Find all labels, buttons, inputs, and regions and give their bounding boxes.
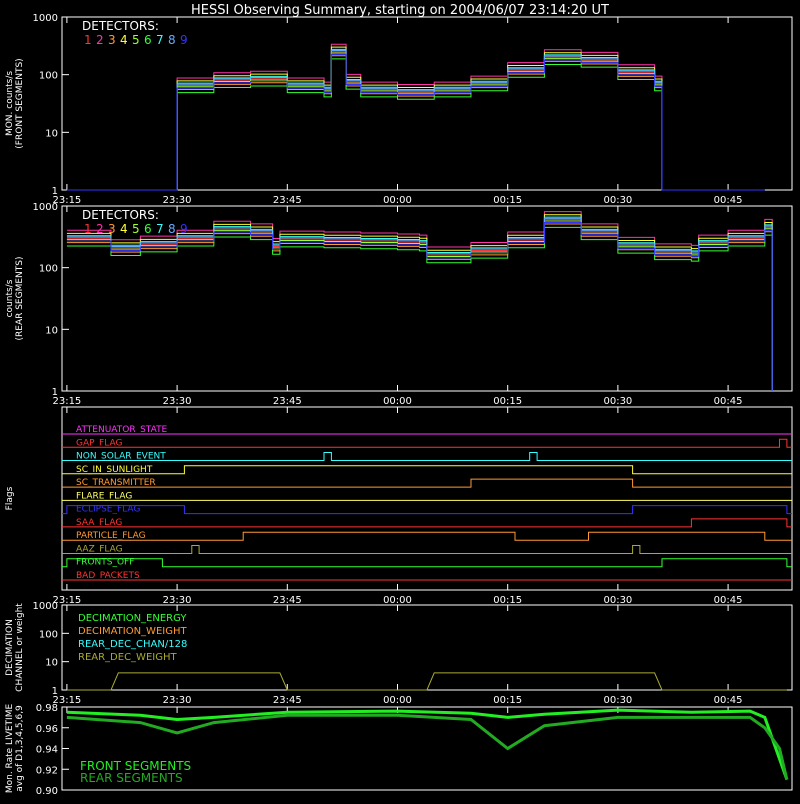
decimation-ytick-label-1: 10	[45, 657, 58, 669]
livetime-legend-item-0: FRONT SEGMENTS	[80, 759, 192, 773]
flags-xtick-label-5: 00:30	[603, 595, 633, 606]
flags-xtick-label-1: 23:30	[162, 595, 192, 606]
decimation-legend-item-2: REAR_DEC_CHAN/128	[78, 639, 188, 650]
livetime-ytick-label-3: 0.96	[35, 723, 58, 735]
decimation-ylabel2: CHANNEL or weight	[15, 603, 25, 692]
flag-label-0: ATTENUATOR_STATE	[76, 425, 168, 435]
rear-legend-item-2: 2	[96, 222, 104, 236]
decimation-xtick-label-4: 00:15	[493, 695, 523, 706]
decimation-ylabel: DECIMATION	[5, 619, 15, 676]
decimation-ytick-label-3: 1000	[32, 601, 58, 612]
flags-xtick-label-3: 00:00	[383, 595, 412, 606]
rear-xtick-label-4: 00:15	[493, 396, 523, 407]
decimation-legend-item-1: DECIMATION_WEIGHT	[78, 626, 187, 637]
front-xtick-label-2: 23:45	[272, 195, 302, 206]
livetime-ytick-label-0: 0.90	[35, 786, 58, 797]
front-xtick-label-4: 00:15	[493, 195, 523, 206]
decimation-ytick-label-2: 100	[38, 629, 58, 641]
flag-label-7: SAA_FLAG	[76, 517, 123, 528]
front-legend-item-3: 3	[108, 33, 116, 47]
front-legend-item-8: 8	[168, 33, 176, 47]
flag-label-6: ECLIPSE_FLAG	[76, 504, 141, 515]
flags-xtick-label-2: 23:45	[272, 595, 302, 606]
flag-label-8: PARTICLE_FLAG	[76, 531, 146, 542]
livetime-legend-item-1: REAR SEGMENTS	[80, 771, 183, 785]
front-ylabel2: (FRONT SEGMENTS)	[15, 58, 25, 149]
flag-label-10: FRONTS_OFF	[76, 557, 135, 568]
flag-label-3: SC_IN_SUNLIGHT	[76, 464, 153, 475]
rear-legend-item-1: 1	[84, 222, 92, 236]
rear-legend-item-8: 8	[168, 222, 176, 236]
flag-label-4: SC_TRANSMITTER	[76, 478, 156, 489]
front-ytick-label-1: 10	[45, 128, 58, 140]
rear-ytick-label-1: 10	[45, 325, 58, 337]
front-legend-item-4: 4	[120, 33, 128, 47]
rear-legend-item-7: 7	[156, 222, 164, 236]
front-legend-title: DETECTORS:	[82, 19, 159, 33]
livetime-ylabel2: avg of D1,3,4,5,6,9	[15, 705, 25, 792]
front-ytick-label-0: 1	[51, 186, 58, 197]
rear-ytick-label-2: 100	[38, 263, 58, 275]
front-xtick-label-1: 23:30	[162, 195, 192, 206]
decimation-xtick-label-6: 00:45	[713, 695, 743, 706]
rear-xtick-label-2: 23:45	[272, 396, 302, 407]
front-xtick-label-6: 00:45	[713, 195, 743, 206]
decimation-xtick-label-3: 00:00	[383, 695, 412, 706]
rear-legend-title: DETECTORS:	[82, 208, 159, 222]
rear-legend-item-5: 5	[132, 222, 140, 236]
rear-ylabel2: (REAR SEGMENTS)	[15, 256, 25, 341]
flag-label-1: GAP_FLAG	[76, 438, 123, 449]
rear-legend-item-4: 4	[120, 222, 128, 236]
flags-xtick-label-4: 00:15	[493, 595, 523, 606]
flags-ylabel: Flags	[5, 486, 15, 511]
front-legend-item-9: 9	[180, 33, 188, 47]
livetime-ytick-label-2: 0.94	[35, 744, 58, 756]
front-ylabel: MON. counts/s	[5, 70, 15, 137]
flags-xtick-label-6: 00:45	[713, 595, 743, 606]
flags-xtick-label-0: 23:15	[52, 595, 82, 606]
front-ytick-label-3: 1000	[32, 13, 58, 24]
decimation-ytick-label-0: 1	[51, 686, 58, 697]
decimation-xtick-label-2: 23:45	[272, 695, 302, 706]
rear-xtick-label-5: 00:30	[603, 396, 633, 407]
decimation-legend-item-3: REAR_DEC_WEIGHT	[78, 652, 177, 663]
rear-xtick-label-3: 00:00	[383, 396, 412, 407]
flag-label-9: AAZ_FLAG	[76, 544, 123, 555]
rear-xtick-label-1: 23:30	[162, 396, 192, 407]
livetime-ylabel: Mon. Rate LIVETIME	[5, 703, 15, 794]
flag-label-2: NON_SOLAR_EVENT	[76, 451, 166, 462]
front-xtick-label-3: 00:00	[383, 195, 412, 206]
decimation-xtick-label-0: 23:15	[52, 695, 82, 706]
figure-title: HESSI Observing Summary, starting on 2004/06/07 23:14:20 UT	[191, 3, 609, 18]
front-ytick-label-2: 100	[38, 70, 58, 82]
rear-legend-item-3: 3	[108, 222, 116, 236]
front-legend-item-2: 2	[96, 33, 104, 47]
front-legend-item-5: 5	[132, 33, 140, 47]
flag-label-11: BAD_PACKETS	[76, 571, 140, 581]
front-xtick-label-5: 00:30	[603, 195, 633, 206]
rear-ytick-label-3: 1000	[32, 202, 58, 213]
rear-legend-item-9: 9	[180, 222, 188, 236]
rear-ylabel: counts/s	[5, 279, 15, 318]
decimation-xtick-label-1: 23:30	[162, 695, 192, 706]
rear-ytick-label-0: 1	[51, 387, 58, 398]
front-legend-item-6: 6	[144, 33, 152, 47]
front-legend-item-1: 1	[84, 33, 92, 47]
livetime-ytick-label-4: 0.98	[35, 703, 58, 714]
decimation-xtick-label-5: 00:30	[603, 695, 633, 706]
front-legend-item-7: 7	[156, 33, 164, 47]
livetime-ytick-label-1: 0.92	[35, 765, 58, 777]
rear-xtick-label-6: 00:45	[713, 396, 743, 407]
front-xtick-label-0: 23:15	[52, 195, 82, 206]
rear-xtick-label-0: 23:15	[52, 396, 82, 407]
flag-label-5: FLARE_FLAG	[76, 491, 133, 502]
decimation-legend-item-0: DECIMATION_ENERGY	[78, 613, 187, 624]
rear-legend-item-6: 6	[144, 222, 152, 236]
